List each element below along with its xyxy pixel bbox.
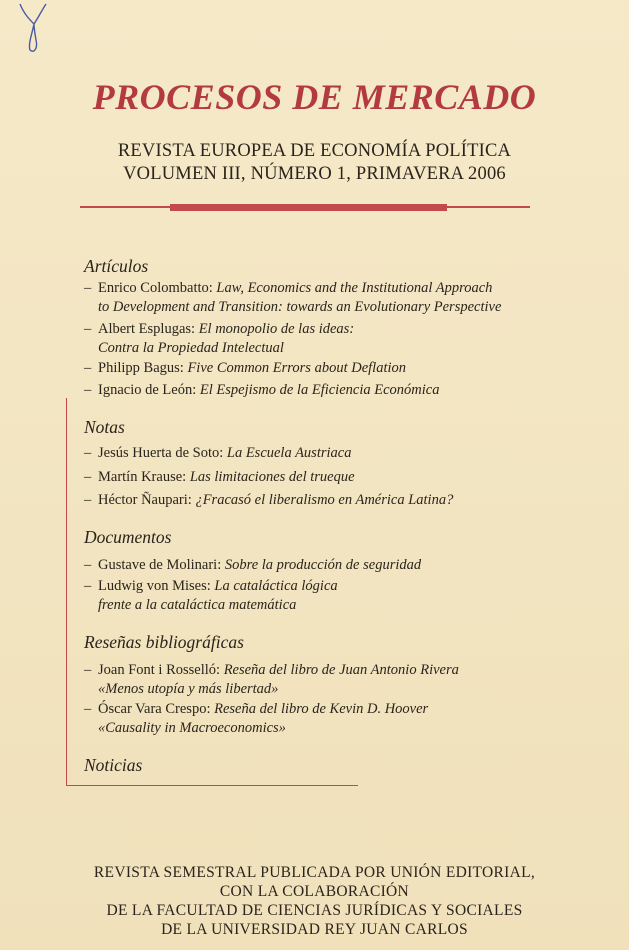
entry-title: Reseña del libro de Kevin D. Hoover — [214, 701, 429, 717]
entry-author: Héctor Ñaupari: — [98, 492, 192, 508]
footer-line: DE LA UNIVERSIDAD REY JUAN CARLOS — [161, 921, 468, 938]
toc-entry — [84, 279, 501, 317]
entry-dash: – — [84, 445, 92, 461]
entry-title-cont: «Menos utopía y más libertad» — [98, 681, 279, 697]
toc-entry — [84, 491, 453, 510]
entry-author: Óscar Vara Crespo: — [98, 701, 211, 717]
decorative-rule-thick — [170, 204, 447, 211]
entry-author: Albert Esplugas: — [98, 321, 196, 337]
entry-dash: – — [84, 492, 92, 508]
section-heading-resenas: Reseñas bibliográficas — [84, 632, 244, 652]
toc-entry — [84, 381, 439, 400]
entry-title: Five Common Errors about Deflation — [187, 360, 406, 376]
entry-author: Martín Krause: — [98, 469, 187, 485]
entry-title: Las limitaciones del trueque — [189, 469, 355, 485]
entry-author: Jesús Huerta de Soto: — [98, 445, 224, 461]
handwritten-pen-mark — [14, 0, 54, 56]
entry-author: Philipp Bagus: — [98, 360, 184, 376]
entry-title: Sobre la producción de seguridad — [224, 557, 422, 573]
entry-title-cont: to Development and Transition: towards an Evolutionary Perspective — [98, 299, 502, 315]
entry-dash: – — [84, 360, 92, 376]
entry-title: El Espejismo de la Eficiencia Económica — [199, 382, 440, 398]
entry-dash: – — [84, 662, 92, 678]
toc-entry — [84, 556, 421, 575]
entry-dash: – — [84, 469, 92, 485]
section-heading-notas: Notas — [84, 417, 125, 437]
entry-author: Ludwig von Mises: — [98, 578, 211, 594]
section-heading-documentos: Documentos — [84, 527, 172, 547]
entry-dash: – — [84, 578, 92, 594]
entry-title: ¿Fracasó el liberalismo en América Latina? — [195, 492, 454, 508]
entry-dash: – — [84, 382, 92, 398]
entry-dash: – — [84, 701, 92, 717]
entry-title-cont: Contra la Propiedad Intelectual — [98, 340, 284, 356]
toc-entry — [84, 359, 406, 378]
toc-entry — [84, 444, 351, 463]
entry-title-cont: «Causality in Macroeconomics» — [98, 720, 286, 736]
decorative-bottom-line — [66, 785, 358, 786]
journal-title: PROCESOS DE MERCADO — [92, 77, 537, 117]
entry-dash: – — [84, 557, 92, 573]
section-heading-noticias: Noticias — [84, 755, 143, 775]
entry-author: Joan Font i Rosselló: — [98, 662, 221, 678]
entry-title: Law, Economics and the Institutional Approach — [216, 280, 493, 296]
toc-entry — [84, 661, 459, 699]
toc-entry — [84, 577, 338, 615]
journal-subtitle: REVISTA EUROPEA DE ECONOMÍA POLÍTICA — [117, 141, 512, 161]
entry-author: Ignacio de León: — [98, 382, 197, 398]
toc-entry — [84, 700, 428, 738]
entry-title: La Escuela Austriaca — [226, 445, 352, 461]
entry-title: Reseña del libro de Juan Antonio Rivera — [223, 662, 459, 678]
entry-author: Gustave de Molinari: — [98, 557, 222, 573]
entry-title-cont: frente a la cataláctica matemática — [98, 597, 297, 613]
issue-info: VOLUMEN III, NÚMERO 1, PRIMAVERA 2006 — [123, 164, 506, 184]
footer-line: CON LA COLABORACIÓN — [219, 883, 410, 900]
toc-entry — [84, 320, 354, 358]
section-heading-articulos: Artículos — [84, 256, 149, 276]
entry-dash: – — [84, 321, 92, 337]
entry-title: La cataláctica lógica — [214, 578, 338, 594]
entry-title: El monopolio de las ideas: — [198, 321, 355, 337]
footer-line: DE LA FACULTAD DE CIENCIAS JURÍDICAS Y SOCIALES — [106, 902, 523, 919]
decorative-vertical-line — [66, 398, 67, 786]
entry-author: Enrico Colombatto: — [98, 280, 213, 296]
entry-dash: – — [84, 280, 92, 296]
toc-entry — [84, 468, 355, 487]
footer-line: REVISTA SEMESTRAL PUBLICADA POR UNIÓN EDITORIAL, — [93, 864, 536, 881]
